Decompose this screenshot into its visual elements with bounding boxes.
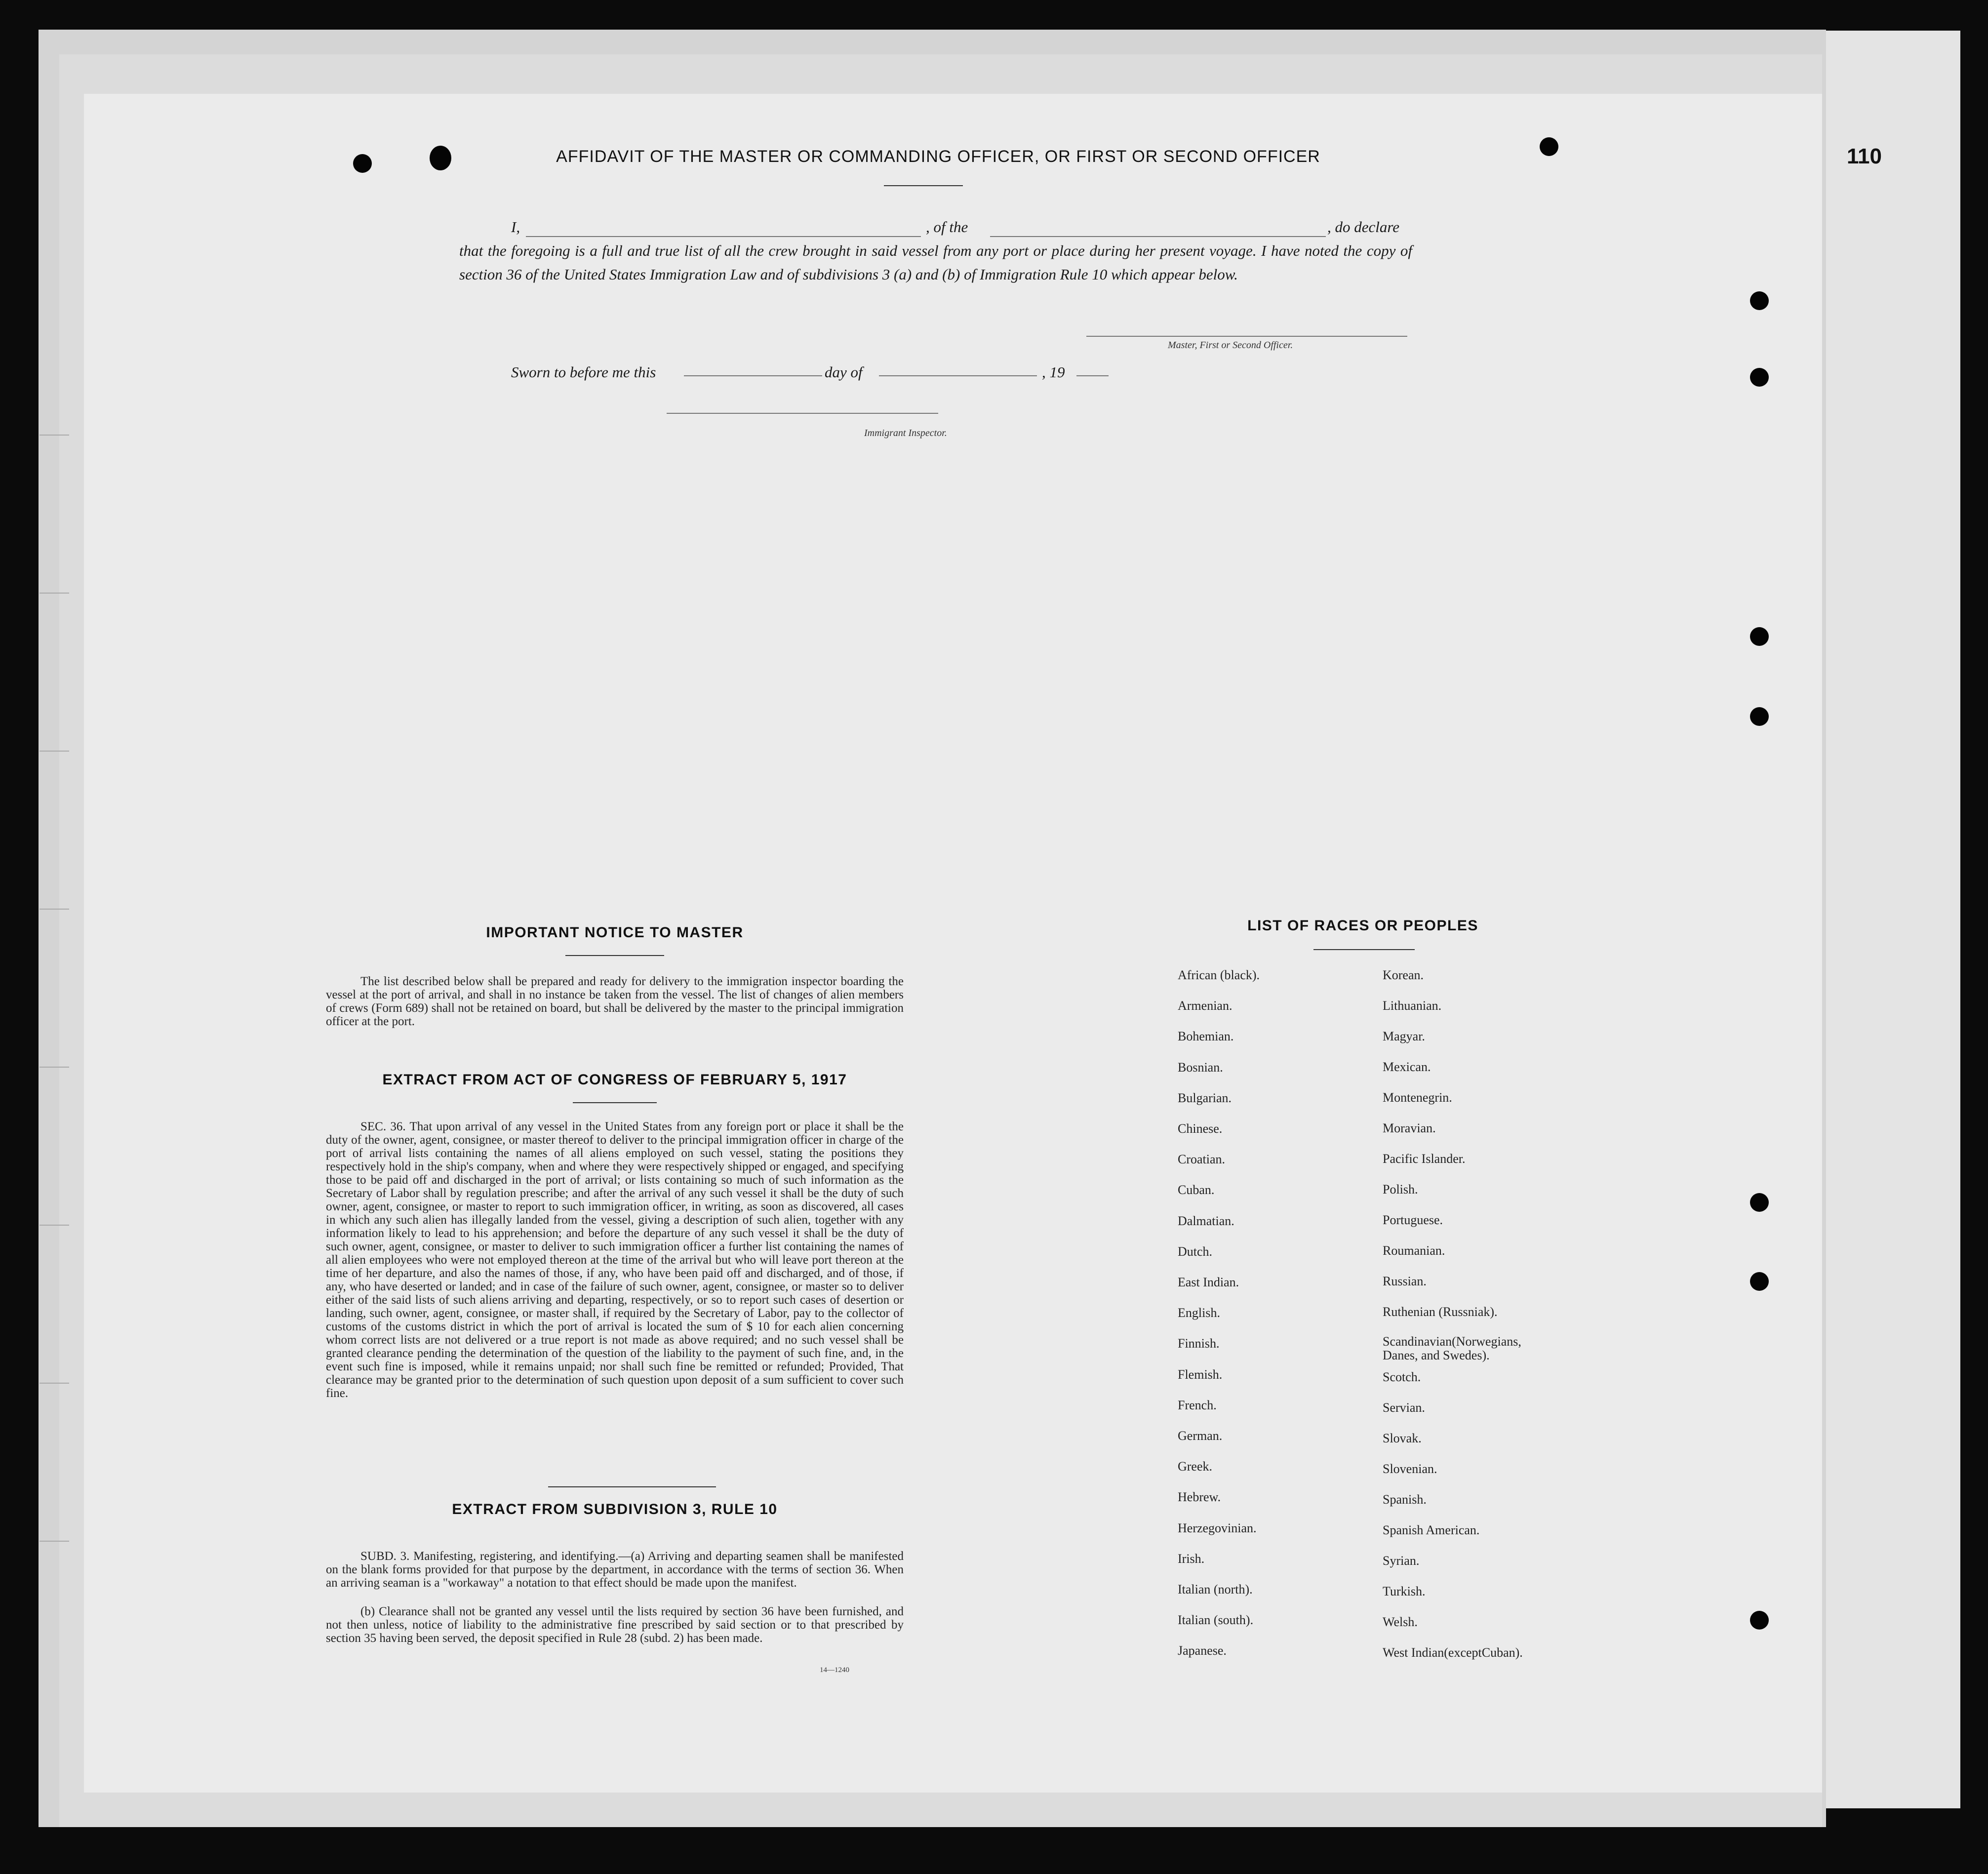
- notice-rule: [565, 955, 664, 956]
- ledger-line: [40, 1067, 69, 1068]
- ledger-line: [40, 435, 69, 436]
- race-item: Bulgarian.: [1178, 1090, 1232, 1105]
- sworn-text: Sworn to before me this: [511, 363, 656, 381]
- punch-hole: [1750, 368, 1769, 387]
- affidavit-line1-start: I,: [511, 218, 520, 236]
- race-item: Scandinavian(Norwegians,: [1383, 1334, 1521, 1349]
- race-item: Hebrew.: [1178, 1490, 1221, 1505]
- race-item: Ruthenian (Russniak).: [1383, 1305, 1498, 1319]
- punch-hole: [1750, 291, 1769, 310]
- ledger-line: [40, 909, 69, 910]
- race-item: Syrian.: [1383, 1554, 1420, 1568]
- race-item: Roumanian.: [1383, 1243, 1445, 1258]
- race-item: Montenegrin.: [1383, 1090, 1452, 1105]
- race-item: Bosnian.: [1178, 1060, 1223, 1075]
- inspector-caption: Immigrant Inspector.: [864, 428, 947, 439]
- sworn-year: , 19: [1042, 363, 1065, 381]
- affidavit-line1-mid: , of the: [926, 218, 968, 236]
- races-title: LIST OF RACES OR PEOPLES: [1247, 917, 1478, 934]
- rule-para-b: (b) Clearance shall not be granted any vessel until the lists required by section 36 have been furnished, and not then unless, notice of liability to the administrative fine prescribed by said section or to that prescribed by section 35 having been served, the deposit specified in Rule 28 (subd. 2) has been made.: [326, 1605, 904, 1645]
- race-item: Turkish.: [1383, 1584, 1426, 1598]
- race-item: West Indian(exceptCuban).: [1383, 1645, 1523, 1660]
- punch-hole: [1540, 137, 1558, 156]
- sworn-year-blank: [1076, 375, 1109, 376]
- signature-line: [1086, 336, 1407, 337]
- races-rule: [1313, 949, 1415, 950]
- form-number: 14—1240: [820, 1666, 849, 1674]
- race-item: Bohemian.: [1178, 1029, 1234, 1044]
- notice-title: IMPORTANT NOTICE TO MASTER: [486, 924, 744, 941]
- act-title: EXTRACT FROM ACT OF CONGRESS OF FEBRUARY 5, 1917: [382, 1072, 847, 1088]
- affidavit-body: that the foregoing is a full and true list of all the crew brought in said vessel from any port or place during her present voyage. I have noted the copy of section 36 of the United States Immigration Law and of subdivisions 3 (a) and (b) of Immigration Rule 10 which appear below.: [459, 242, 1412, 283]
- ledger-line: [40, 1225, 69, 1226]
- race-item: Slovak.: [1383, 1431, 1422, 1445]
- race-item: Portuguese.: [1383, 1213, 1443, 1227]
- punch-hole: [1750, 1272, 1769, 1291]
- race-item: Spanish.: [1383, 1492, 1427, 1507]
- race-item: Danes, and Swedes).: [1383, 1348, 1490, 1362]
- race-item: Pacific Islander.: [1383, 1152, 1466, 1166]
- race-item: French.: [1178, 1397, 1217, 1412]
- sworn-day-blank: [684, 375, 822, 376]
- race-item: Croatian.: [1178, 1152, 1226, 1167]
- race-item: Japanese.: [1178, 1643, 1227, 1658]
- signature-caption: Master, First or Second Officer.: [1168, 340, 1293, 351]
- race-item: Polish.: [1383, 1182, 1418, 1196]
- race-item: Italian (south).: [1178, 1613, 1254, 1628]
- race-item: Lithuanian.: [1383, 998, 1442, 1013]
- act-end-rule: [548, 1486, 716, 1487]
- race-item: Armenian.: [1178, 998, 1233, 1013]
- ledger-line: [40, 751, 69, 752]
- race-item: Greek.: [1178, 1459, 1213, 1474]
- race-item: Mexican.: [1383, 1060, 1431, 1074]
- document-page: [84, 94, 1822, 1793]
- race-item: Finnish.: [1178, 1336, 1220, 1351]
- sworn-month-blank: [879, 375, 1037, 376]
- race-item: Italian (north).: [1178, 1582, 1253, 1596]
- punch-hole: [1750, 1611, 1769, 1630]
- race-item: East Indian.: [1178, 1275, 1239, 1289]
- sworn-day-of: day of: [825, 363, 863, 381]
- race-item: Korean.: [1383, 968, 1424, 982]
- notice-body: The list described below shall be prepared and ready for delivery to the immigration inspector boarding the vessel at the port of arrival, and shall in no instance be taken from the vessel. The list of changes of alien members of crews (Form 689) shall not be retained on board, but shall be delivered by the master to the principal immigration officer at the port.: [326, 975, 904, 1028]
- act-rule: [573, 1102, 657, 1103]
- title-rule: [884, 185, 963, 186]
- affidavit-title: AFFIDAVIT OF THE MASTER OR COMMANDING OFFICER, OR FIRST OR SECOND OFFICER: [556, 147, 1320, 166]
- race-item: African (black).: [1178, 968, 1260, 982]
- page-number: 110: [1847, 144, 1882, 168]
- race-item: Moravian.: [1383, 1121, 1436, 1135]
- name-blank: [526, 236, 921, 237]
- race-item: Cuban.: [1178, 1183, 1215, 1197]
- race-item: German.: [1178, 1429, 1223, 1443]
- race-item: Irish.: [1178, 1551, 1205, 1566]
- inspector-line: [667, 413, 938, 414]
- race-item: Slovenian.: [1383, 1462, 1437, 1476]
- race-item: Welsh.: [1383, 1615, 1418, 1629]
- race-item: Herzegovinian.: [1178, 1520, 1257, 1535]
- race-item: Chinese.: [1178, 1121, 1223, 1136]
- race-item: Magyar.: [1383, 1029, 1425, 1043]
- race-item: Flemish.: [1178, 1367, 1223, 1382]
- race-item: Russian.: [1383, 1274, 1427, 1288]
- race-item: English.: [1178, 1306, 1220, 1320]
- punch-hole: [1750, 627, 1769, 646]
- ledger-line: [40, 593, 69, 594]
- race-item: Dutch.: [1178, 1244, 1213, 1259]
- punch-hole: [353, 154, 372, 173]
- race-item: Spanish American.: [1383, 1523, 1480, 1537]
- race-item: Servian.: [1383, 1400, 1425, 1415]
- punch-hole: [1750, 707, 1769, 726]
- ledger-line: [40, 1383, 69, 1384]
- rule-title: EXTRACT FROM SUBDIVISION 3, RULE 10: [452, 1501, 778, 1517]
- act-body: SEC. 36. That upon arrival of any vessel in the United States from any foreign port or place it shall be the duty of the owner, agent, consignee, or master thereof to deliver to the principal immigration officer in charge of the port of arrival lists containing the names of all aliens employed on such vessel, stating the positions they respectively hold in the ship's company, when and where they were respectively shipped or engaged, and specifying those to be paid off and discharged in the port of arrival; or lists containing so much of such information as the Secretary of Labor shall by regulation prescribe; and after the arrival of any such vessel it shall be the duty of such owner, agent, consignee, or master to report to such immigration officer, in writing, as soon as discovered, all cases in which any such alien has illegally landed from the vessel, giving a description of such alien, together with any information likely to lead to his apprehension; and before the departure of any such vessel it shall be the duty of such owner, agent, consignee, or master to deliver to such immigration officer a further list containing the names of all alien employees who were not employed thereon at the time of the arrival but who will leave port thereon at the time of her departure, and also the names of those, if any, who have been paid off and discharged, and of those, if any, who have deserted or landed; and in case of the failure of such owner, agent, consignee, or master so to deliver either of the said lists of such aliens arriving and departing, respectively, or so to report such cases of desertion or landing, such owner, agent, consignee, or master shall, if required by the Secretary of Labor, pay to the collector of customs of the customs district in which the port of arrival is located the sum of $ 10 for each alien concerning whom correct lists are not delivered or a true report is not made as above required; and no such vessel shall be granted clearance pending the determination of the question of the liability to the payment of such fine, and, in the event such fine is imposed, while it remains unpaid; nor shall such fine be remitted or refunded; Provided, That clearance may be granted prior to the determination of such question upon deposit of a sum sufficient to cover such fine.: [326, 1120, 904, 1400]
- vessel-blank: [990, 236, 1326, 237]
- race-item: Scotch.: [1383, 1370, 1421, 1384]
- race-item: Dalmatian.: [1178, 1213, 1234, 1228]
- rule-para-a: SUBD. 3. Manifesting, registering, and identifying.—(a) Arriving and departing seamen shall be manifested on the blank forms provided for that purpose by the department, in accordance with the terms of section 36. When an arriving seaman is a "workaway" a notation to that effect should be made upon the manifest.: [326, 1550, 904, 1590]
- affidavit-line1-end: , do declare: [1327, 218, 1400, 236]
- punch-hole: [1750, 1193, 1769, 1212]
- ledger-line: [40, 1541, 69, 1542]
